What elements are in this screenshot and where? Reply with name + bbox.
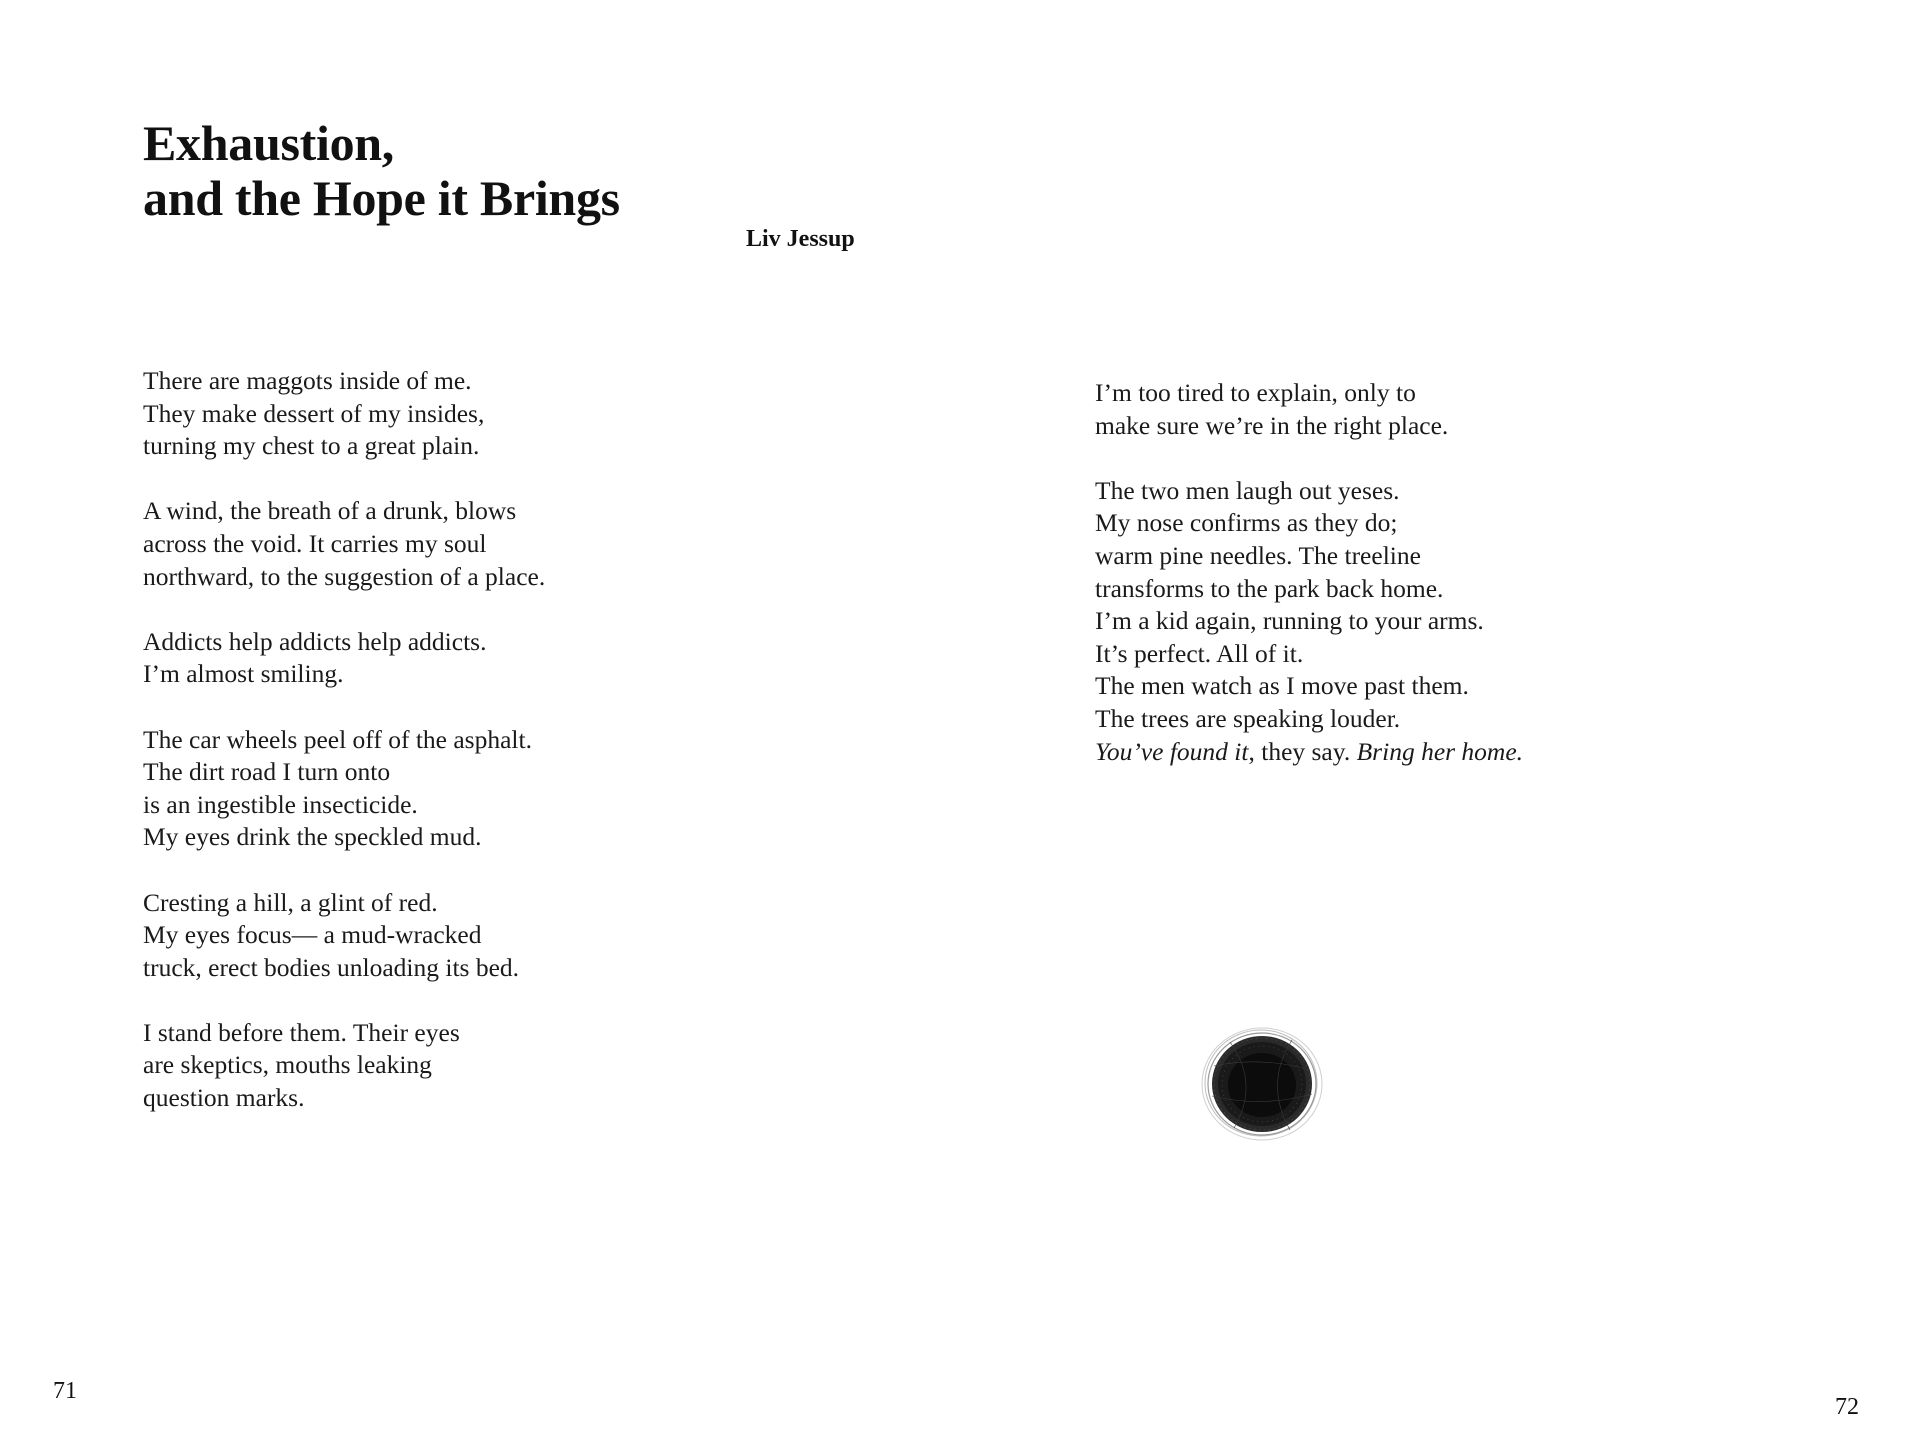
poem-line: is an ingestible insecticide. [143, 789, 418, 819]
poem-line: truck, erect bodies unloading its bed. [143, 952, 520, 982]
poem-title [143, 116, 620, 226]
page-number-right: 72 [1835, 1394, 1859, 1420]
title-line-1: Exhaustion, [143, 115, 394, 171]
poem-line: turning my chest to a great plain. [143, 431, 480, 461]
poem-line: The trees are speaking louder. [1095, 703, 1401, 733]
poem-line: My eyes focus— a mud-wracked [143, 920, 482, 950]
poem-line: I stand before them. Their eyes [143, 1017, 460, 1047]
page-number-left: 71 [53, 1378, 77, 1404]
left-column [143, 365, 843, 1147]
poem-line: They make dessert of my insides, [143, 398, 485, 428]
poem-line: The car wheels peel off of the asphalt. [143, 724, 532, 754]
poem-line: It’s perfect. All of it. [1095, 638, 1304, 668]
poem-line: The two men laugh out yeses. [1095, 475, 1400, 505]
right-column [1095, 377, 1795, 801]
stanza [143, 626, 843, 691]
stanza [1095, 475, 1795, 768]
title-line-2: and the Hope it Brings [143, 170, 620, 226]
poem-line: I’m almost smiling. [143, 659, 344, 689]
poem-author: Liv Jessup [746, 226, 855, 252]
poem-line: My nose confirms as they do; [1095, 508, 1398, 538]
poem-line: The men watch as I move past them. [1095, 671, 1469, 701]
ink-circle-icon [1200, 1026, 1324, 1142]
closing-plain: , they say. [1248, 736, 1357, 766]
poem-closing-line [1095, 736, 1795, 769]
poem-line: make sure we’re in the right place. [1095, 410, 1449, 440]
poem-line: There are maggots inside of me. [143, 366, 472, 395]
stanza [143, 724, 843, 854]
stanza [143, 1017, 843, 1115]
closing-italic-1: You’ve found it [1095, 736, 1249, 766]
poem-line: I’m a kid again, running to your arms. [1095, 606, 1484, 636]
stanza [1095, 377, 1795, 442]
poem-line: My eyes drink the speckled mud. [143, 822, 482, 852]
stanza [143, 495, 843, 593]
poem-line: warm pine needles. The treeline [1095, 540, 1421, 570]
poem-line: Cresting a hill, a glint of red. [143, 887, 438, 917]
poem-line: are skeptics, mouths leaking [143, 1050, 432, 1080]
poem-line: transforms to the park back home. [1095, 573, 1444, 603]
poem-line: question marks. [143, 1083, 305, 1113]
poem-line: Addicts help addicts help addicts. [143, 626, 487, 656]
stanza [143, 887, 843, 985]
poem-line: The dirt road I turn onto [143, 757, 391, 787]
poem-line: across the void. It carries my soul [143, 528, 487, 558]
closing-italic-2: Bring her home. [1356, 736, 1524, 766]
poem-line: northward, to the suggestion of a place. [143, 561, 546, 591]
poem-line: A wind, the breath of a drunk, blows [143, 496, 517, 526]
stanza [143, 365, 843, 463]
poem-line: I’m too tired to explain, only to [1095, 378, 1416, 407]
